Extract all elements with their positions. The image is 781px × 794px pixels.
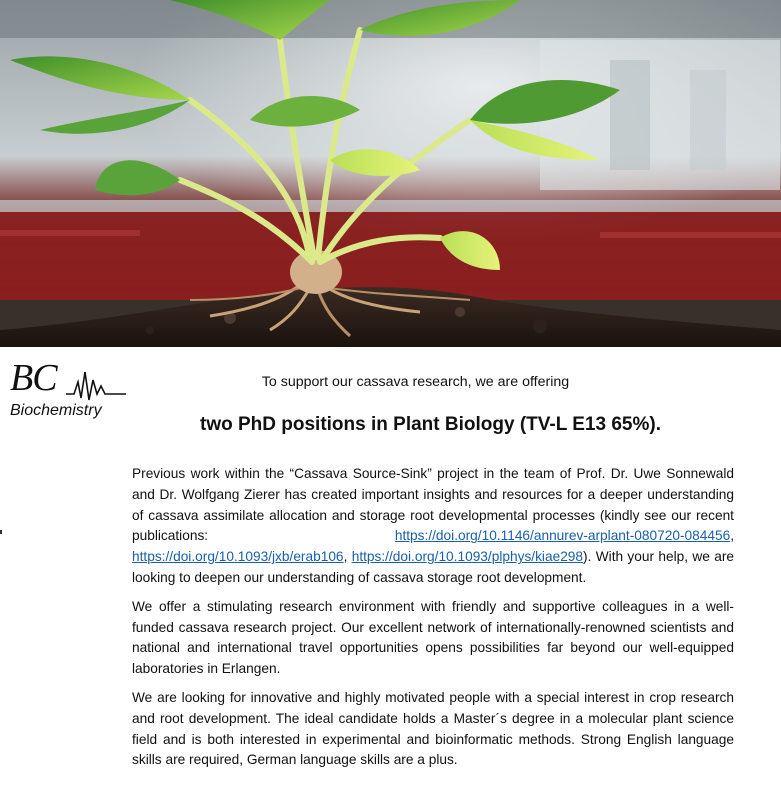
position-title: two PhD positions in Plant Biology (TV-L E13 65%). (200, 414, 661, 435)
logo-mark: BC (10, 357, 57, 399)
margin-mark (0, 530, 2, 534)
publication-link-2[interactable]: https://doi.org/10.1093/jxb/erab106 (132, 549, 344, 565)
link-separator: , (343, 549, 352, 565)
paragraph-text: ). With your help, we are looking to deepen our understanding of cassava storage root development. (132, 549, 735, 585)
posting-body (132, 464, 734, 779)
paragraph-requirements: We are looking for innovative and highly motivated people with a special interest in crop research and root development. The ideal candidate holds a Master´s degree in a molecular plant science field and is both interested in experimental and bioinformatic methods. Strong English language skills are required, German language skills are a plus. (132, 689, 734, 768)
paragraph-offer: We offer a stimulating research environment with friendly and supportive colleagues in a well-funded cassava research project. Our excellent network of internationally-renowned scientists and national and international travel opportunities opens possibilities far beyond our well-equipped laboratories in Erlangen. (132, 598, 734, 677)
paragraph-background (132, 464, 734, 589)
paragraph-text: Previous work within the “Cassava Source-Sink” project in the team of Prof. Dr. Uwe Sonnewald and Dr. Wolfgang Zierer has created important insights and resources for a deeper understanding of cassava assimilate allocation and storage root developmental processes (kindly see our recent publications: (132, 466, 734, 544)
biochemistry-logo (8, 357, 126, 422)
publication-link-3[interactable]: https://doi.org/10.1093/plphys/kiae298 (351, 549, 584, 565)
publication-link-1[interactable]: https://doi.org/10.1146/annurev-arplant-080720-084456 (394, 528, 731, 544)
hero-image (0, 0, 781, 347)
intro-line: To support our cassava research, we are offering (261, 374, 570, 390)
logo-subtitle: Biochemistry (10, 402, 102, 419)
link-separator: , (730, 528, 734, 544)
